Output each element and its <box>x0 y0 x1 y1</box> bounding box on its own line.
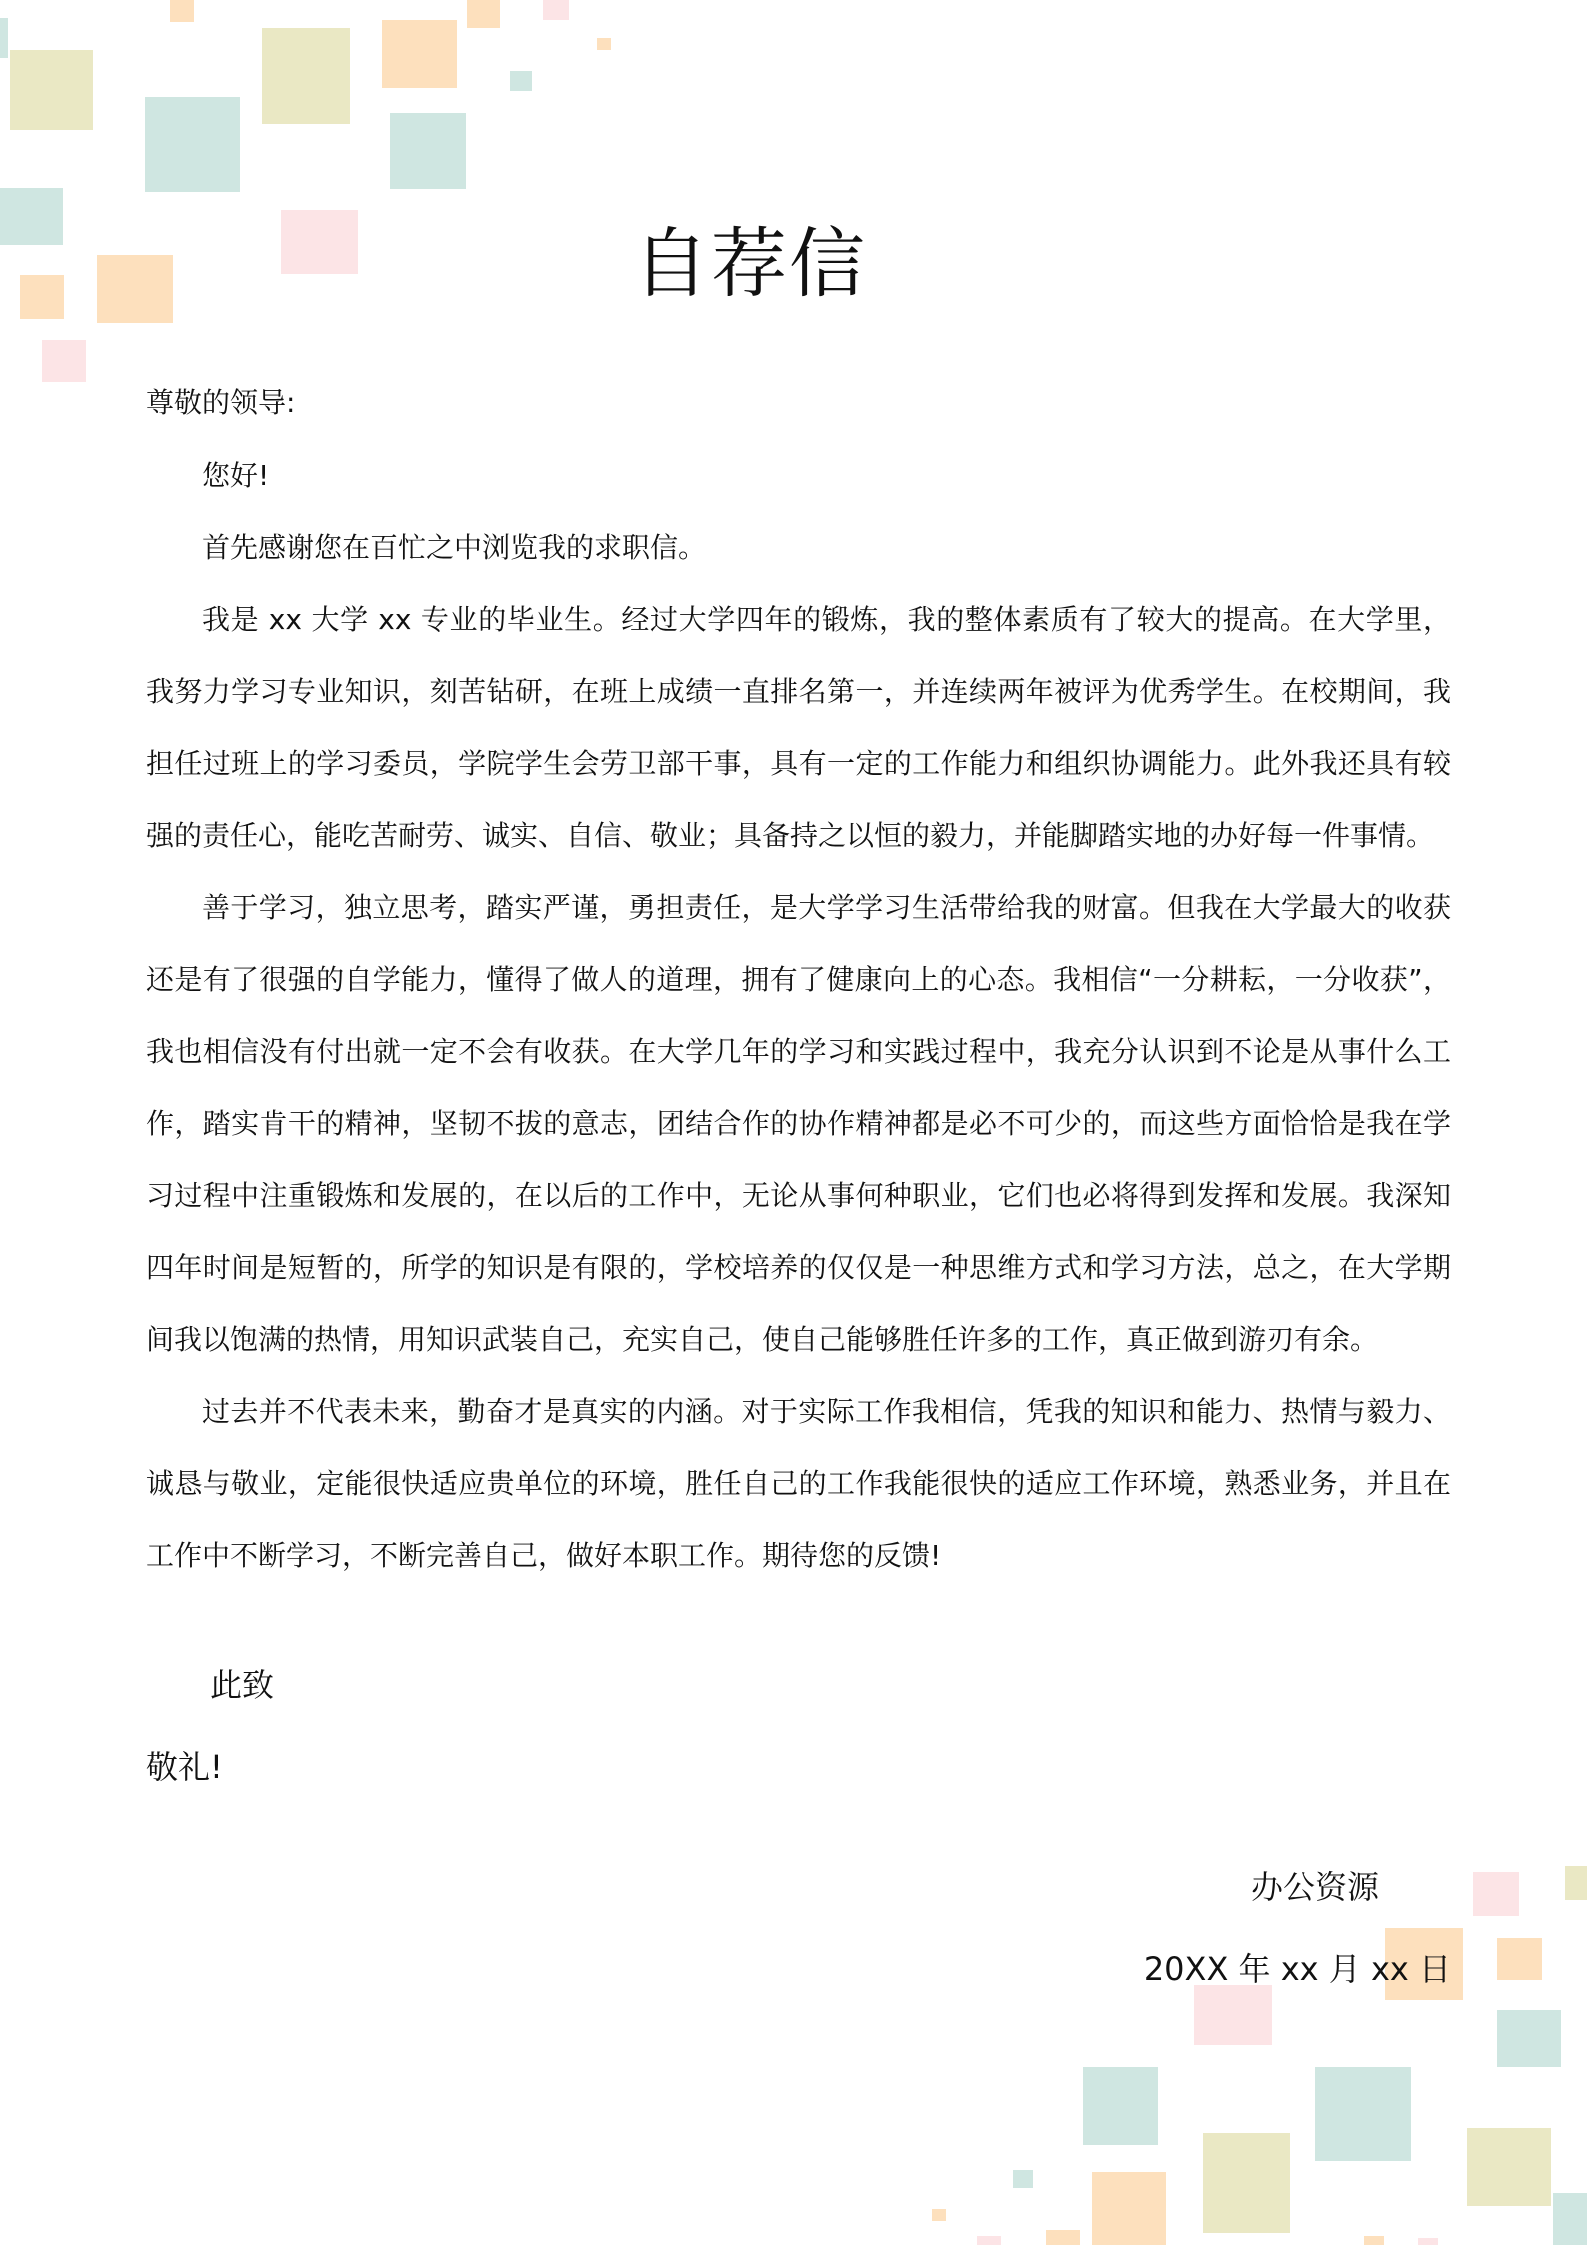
decor-square <box>1497 1938 1542 1980</box>
decor-square <box>543 0 569 20</box>
letter-salutation: 尊敬的领导: <box>146 386 296 419</box>
letter-closing-2: 敬礼! <box>146 1748 223 1786</box>
decor-square <box>382 20 457 88</box>
letter-signature: 办公资源 <box>1250 1868 1379 1906</box>
decor-square <box>1418 2238 1438 2245</box>
decor-square <box>510 71 532 91</box>
letter-paragraph: 善于学习，独立思考，踏实严谨，勇担责任，是大学学习生活带给我的财富。但我在大学最大的收获还是有了很强的自学能力，懂得了做人的道理，拥有了健康向上的心态。我相信“一分耕耘，一分收获”，我也相信没有付出就一定不会有收获。在大学几年的学习和实践过程中，我充分认识到不论是从事什么工作，踏实肯干的精神，坚韧不拔的意志，团结合作的协作精神都是必不可少的，而这些方面恰恰是我在学习过程中注重锻炼和发展的，在以后的工作中，无论从事何种职业，它们也必将得到发挥和发展。我深知四年时间是短暂的，所学的知识是有限的，学校培养的仅仅是一种思维方式和学习方法，总之，在大学期间我以饱满的热情，用知识武装自己，充实自己，使自己能够胜任许多的工作，真正做到游刃有余。 <box>146 891 1451 1356</box>
page-title: 自荐信 <box>633 219 867 308</box>
decor-square <box>145 97 240 192</box>
letter-paragraph: 我是 xx 大学 xx 专业的毕业生。经过大学四年的锻炼，我的整体素质有了较大的提高。在大学里，我努力学习专业知识，刻苦钻研，在班上成绩一直排名第一，并连续两年被评为优秀学生。在校期间，我担任过班上的学习委员，学院学生会劳卫部干事，具有一定的工作能力和组织协调能力。此外我还具有较强的责任心，能吃苦耐劳、诚实、自信、敬业；具备持之以恒的毅力，并能脚踏实地的办好每一件事情。 <box>146 603 1451 852</box>
letter-paragraph: 过去并不代表未来，勤奋才是真实的内涵。对于实际工作我相信，凭我的知识和能力、热情与毅力、诚恳与敬业，定能很快适应贵单位的环境，胜任自己的工作我能很快的适应工作环境，熟悉业务，并且在工作中不断学习，不断完善自己，做好本职工作。期待您的反馈! <box>146 1395 1451 1572</box>
decor-square <box>1203 2133 1290 2233</box>
decor-square <box>597 38 611 50</box>
decor-square <box>10 50 93 130</box>
decor-square <box>170 0 194 22</box>
decor-square <box>1467 2128 1551 2206</box>
decor-square <box>1497 2010 1561 2067</box>
letter-closing-1: 此致 <box>210 1666 275 1704</box>
decor-square <box>1013 2170 1033 2188</box>
letter-paragraph: 您好! <box>202 459 270 492</box>
decor-square <box>932 2209 946 2221</box>
decor-square <box>1473 1872 1519 1916</box>
decor-square <box>467 0 500 28</box>
decor-square <box>1565 1866 1587 1900</box>
decor-square <box>1046 2230 1080 2245</box>
letter-paragraph: 首先感谢您在百忙之中浏览我的求职信。 <box>202 531 707 564</box>
decor-square <box>1315 2067 1411 2161</box>
decor-square <box>262 28 350 124</box>
decor-square <box>977 2236 1001 2245</box>
decor-square <box>42 340 86 382</box>
decor-square <box>0 18 8 58</box>
decor-square <box>1553 2193 1587 2245</box>
letter-date: 20XX 年 xx 月 xx 日 <box>1143 1950 1451 1988</box>
decor-square <box>390 113 466 189</box>
decor-square <box>1194 1985 1272 2045</box>
decor-square <box>1364 2236 1384 2245</box>
decor-square <box>1083 2067 1158 2145</box>
decor-square <box>1092 2172 1166 2245</box>
